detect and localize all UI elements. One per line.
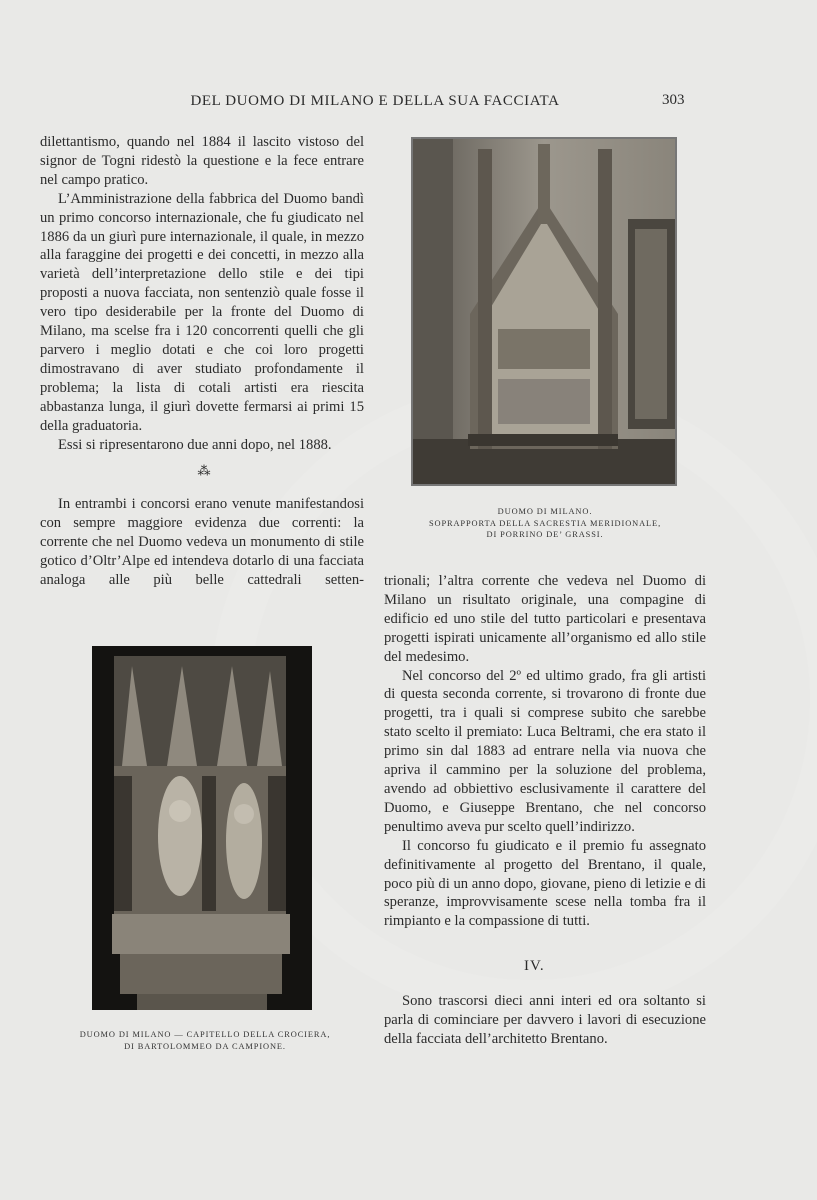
caption-line: DUOMO DI MILANO — CAPITELLO DELLA CROCIERA,	[79, 1030, 331, 1039]
paragraph: trionali; l’altra corrente che vedeva nel Duomo di Milano un risultato originale, una compagine di edificio ed uno stile del tutto particolari e presentava progetti ispirati unicamente all’organismo ed allo stile del medesimo.	[384, 573, 706, 665]
caption-line: DI BARTOLOMMEO DA CAMPIONE.	[124, 1041, 286, 1051]
paragraph: L’Amministrazione della fabbrica del Duomo bandì un primo concorso internazionale, che fu giudicato nel 1886 da un giurì pure internazionale, il quale, in mezzo alla faraggine dei progetti e dei concetti, in mezzo alla varietà dell’interpretazione dello stile e dei tipi proposti a nuova facciata, non sentenziò quale fosse il vero tipo desiderabile per la fronte del Duomo di Milano, ma scelse fra i 120 concorrenti quelli che gli parvero i meglio dotati e che coi loro progetti dimostravano di aver studiato profondamente il problema; la lista di cotali artisti era riescita abbastanza lunga, il giurì dovette fermarsi ai primi 15 della graduatoria.	[40, 190, 364, 434]
asterism-divider: ⁂	[197, 463, 211, 478]
capital-illustration	[92, 646, 312, 1010]
paragraph: Essi si ripresentarono due anni dopo, nel 1888.	[58, 436, 332, 453]
caption-line: SOPRAPPORTA DELLA SACRESTIA MERIDIONALE,	[428, 518, 662, 528]
caption-line: DI PORRINO DE’ GRASSI.	[486, 530, 604, 539]
paragraph: Nel concorso del 2º ed ultimo grado, fra gli artisti di questa seconda corrente, si trovarono di fronte due progetti, tra i quali si comprese subito che sarebbe stato scelto il premiato: Luca Beltrami, che era stato il primo sin dal 1883 ad entrare nella via nuova che apriva il cammino per la soluzione del problema, avendo ad obbiettivo esclusivamente il carattere del Duomo, e Giuseppe Brentano, che nel concorso penultimo aveva pur scelto quell’indirizzo.	[384, 667, 706, 835]
paragraph: In entrambi i concorsi erano venute manifestandosi con sempre maggiore evidenza due correnti: la corrente che nel Duomo vedeva un monumento di stile gotico d’Oltr’Alpe ed intendeva dotarlo di una facciata analoga alle più belle cattedrali setten-	[40, 496, 364, 588]
photo-crossing-capital	[92, 646, 312, 1010]
page-number: 303	[662, 92, 685, 108]
paragraph: Sono trascorsi dieci anni interi ed ora soltanto si parla di cominciare per davvero i lavori di esecuzione della facciata dell’architetto Brentano.	[384, 993, 706, 1047]
right-column-text	[384, 572, 706, 931]
left-column-mid-text	[40, 495, 364, 590]
closing-text	[384, 992, 706, 1049]
caption-bottom-plate	[60, 1029, 350, 1052]
paragraph: dilettantismo, quando nel 1884 il lascito vistoso del signor de Togni ridestò la questione e la fece entrare nel campo pratico.	[40, 134, 364, 188]
left-column-top-text	[40, 133, 364, 454]
running-header: DEL DUOMO DI MILANO E DELLA SUA FACCIATA	[190, 93, 560, 109]
paragraph: Il concorso fu giudicato e il premio fu assegnato definitivamente al progetto del Brentano, il quale, poco più di un anno dopo, giovane, pieno di letizie e di speranze, improvvisamente scese nella tomba fra il rimpianto e la compassione di tutti.	[384, 837, 706, 930]
caption-line: DUOMO DI MILANO.	[497, 507, 593, 516]
section-heading: IV.	[524, 958, 545, 974]
sacristy-portal-illustration	[413, 139, 675, 484]
photo-sacristy-portal	[411, 137, 677, 486]
caption-top-plate	[405, 506, 685, 541]
